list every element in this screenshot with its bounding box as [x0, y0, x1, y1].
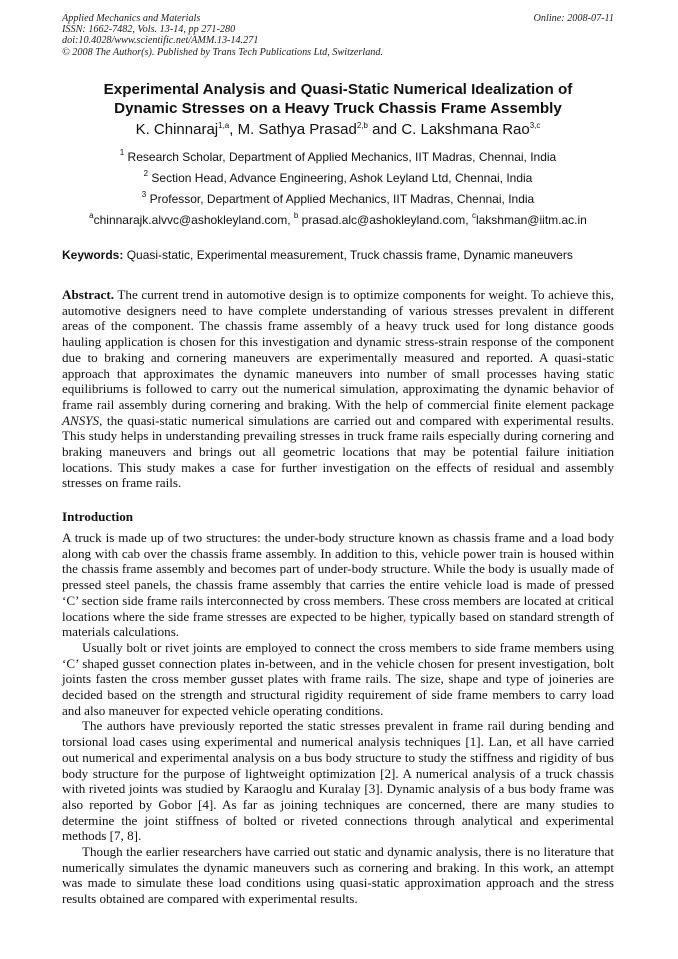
affiliation-sup: 1 [119, 148, 125, 157]
abstract-text: , the quasi-static numerical simulations are carried out and compared with experimental results. This study helps in understanding prevailing stresses in truck frame rails especially during cornering and braking maneuvers and brings out all geometric locations that may be potential failure initiation locations. This study makes a case for further investigation on the effects of residual and assembly stresses on frame rails. [62, 412, 614, 491]
affiliation [62, 150, 614, 164]
affiliation [62, 171, 614, 185]
keywords-label: Keywords: [62, 248, 124, 262]
highlighted-comma: , [402, 608, 407, 624]
copyright-line: © 2008 The Author(s). Published by Trans Tech Publications Ltd, Switzerland. [62, 46, 384, 58]
email-list [62, 213, 614, 227]
author-name: K. Chinnaraj [135, 121, 219, 138]
author-separator: , [229, 121, 238, 138]
affiliation-sup: 2 [143, 169, 149, 178]
title-line-2: Dynamic Stresses on a Heavy Truck Chassis Frame Assembly [114, 100, 562, 117]
email-sup: b [293, 211, 299, 220]
title-line-1: Experimental Analysis and Quasi-Static Numerical Idealization of [103, 81, 573, 98]
journal-header [62, 13, 614, 58]
paragraph: The authors have previously reported the static stresses prevalent in frame rail during bending and torsional load cases using experimental and numerical analysis techniques [1]. Lan, et all have carried out numerical and experimental analysis on a bus body structure to study the stiffness and rigidity of bus body structure for the purpose of lightweight optimization [2]. A numerical analysis of a truck chassis with riveted joints was studied by Karaoglu and Kuralay [3]. Dynamic analysis of a bus body frame was also reported by Gobor [4]. As far as joining techniques are concerned, there are many studies to determine the joint stiffness of bolted or riveted connections through analytical and experimental methods [7, 8]. [62, 718, 614, 844]
keywords-text: Quasi-static, Experimental measurement, Truck chassis frame, Dynamic maneuvers [123, 248, 573, 262]
software-name: ANSYS [62, 412, 100, 428]
paragraph-text: typically based on standard strength of materials calculations. [62, 608, 615, 640]
author-list [62, 120, 614, 140]
online-date: Online: 2008-07-11 [533, 13, 614, 24]
paper-title [62, 80, 614, 118]
section-heading-introduction: Introduction [62, 509, 134, 524]
author-name: C. Lakshmana Rao [401, 121, 530, 138]
affiliation-text: Professor, Department of Applied Mechanics, IIT Madras, Chennai, India [146, 192, 535, 206]
email-link[interactable]: chinnarajk.alvvc@ashokleyland.com, [93, 213, 294, 227]
abstract-text: The current trend in automotive design is to optimize components for weight. To achieve this, automotive designers need to have complete understanding of various stresses prevalent in different areas of the component. The chassis frame assembly of a heavy truck used for long distance goods hauling application is chosen for this investigation and dynamic stress-strain response of the component due to braking and cornering maneuvers are experimentally measured and reported. A quasi-static approach that approximates the dynamic maneuvers into number of small processes having static equilibriums is followed to carry out the numerical simulation, approximating the dynamic behavior of frame rail assembly during cornering and braking. With the help of commercial finite element package [62, 287, 614, 412]
email-sup: c [471, 211, 476, 220]
author-sup: 3,c [529, 121, 541, 130]
author-name: M. Sathya Prasad [237, 121, 357, 138]
affiliation [62, 192, 614, 206]
email-sup: a [89, 211, 94, 220]
email-link[interactable]: lakshman@iitm.ac.in [475, 213, 587, 227]
paragraph-text: A truck is made up of two structures: the under-body structure known as chassis frame and a load body along with cab over the chassis frame assembly. In addition to this, vehicle power train is housed within the chassis frame assembly and becomes part of under-body structure. While the body is usually made of pressed steel panels, the chassis frame assembly that carries the entire vehicle load is made of pressed ‘C’ section side frame rails interconnected by cross members. These cross members are located at critical locations where the side frame stresses are expected to be higher [62, 530, 614, 624]
author-sup: 1,a [218, 121, 230, 130]
author-sup: 2,b [356, 121, 368, 130]
introduction-body [62, 530, 614, 907]
abstract-label: Abstract. [62, 287, 114, 302]
doi-line: doi:10.4028/www.scientific.net/AMM.13-14.271 [62, 35, 259, 47]
author-separator: and [367, 121, 402, 138]
keywords [62, 248, 622, 262]
paragraph: Though the earlier researchers have carried out static and dynamic analysis, there is no literature that numerically simulates the dynamic maneuvers such as cornering and braking. In this work, an attempt was made to simulate these load conditions using quasi-static approximation approach and the stress results obtained are compared with experimental results. [62, 844, 614, 907]
abstract [62, 287, 614, 491]
paragraph: Usually bolt or rivet joints are employed to connect the cross members to side frame members using ‘C’ shaped gusset connection plates in-between, and in the vehicle chosen for present investigation, bolt joints fasten the cross member gusset plates with frame rails. The size, shape and type of joineries are decided based on the strength and structural rigidity requirement of side frame members to carry load and also maneuver for expected vehicle operating conditions. [62, 639, 614, 718]
affiliation-text: Section Head, Advance Engineering, Ashok Leyland Ltd, Chennai, India [148, 171, 533, 185]
email-link[interactable]: prasad.alc@ashokleyland.com, [298, 213, 472, 227]
affiliation-text: Research Scholar, Department of Applied Mechanics, IIT Madras, Chennai, India [124, 150, 557, 164]
affiliation-sup: 3 [141, 190, 147, 199]
paragraph [62, 530, 614, 640]
issn-line: ISSN: 1662-7482, Vols. 13-14, pp 271-280 [62, 24, 236, 36]
journal-name: Applied Mechanics and Materials [62, 13, 201, 24]
